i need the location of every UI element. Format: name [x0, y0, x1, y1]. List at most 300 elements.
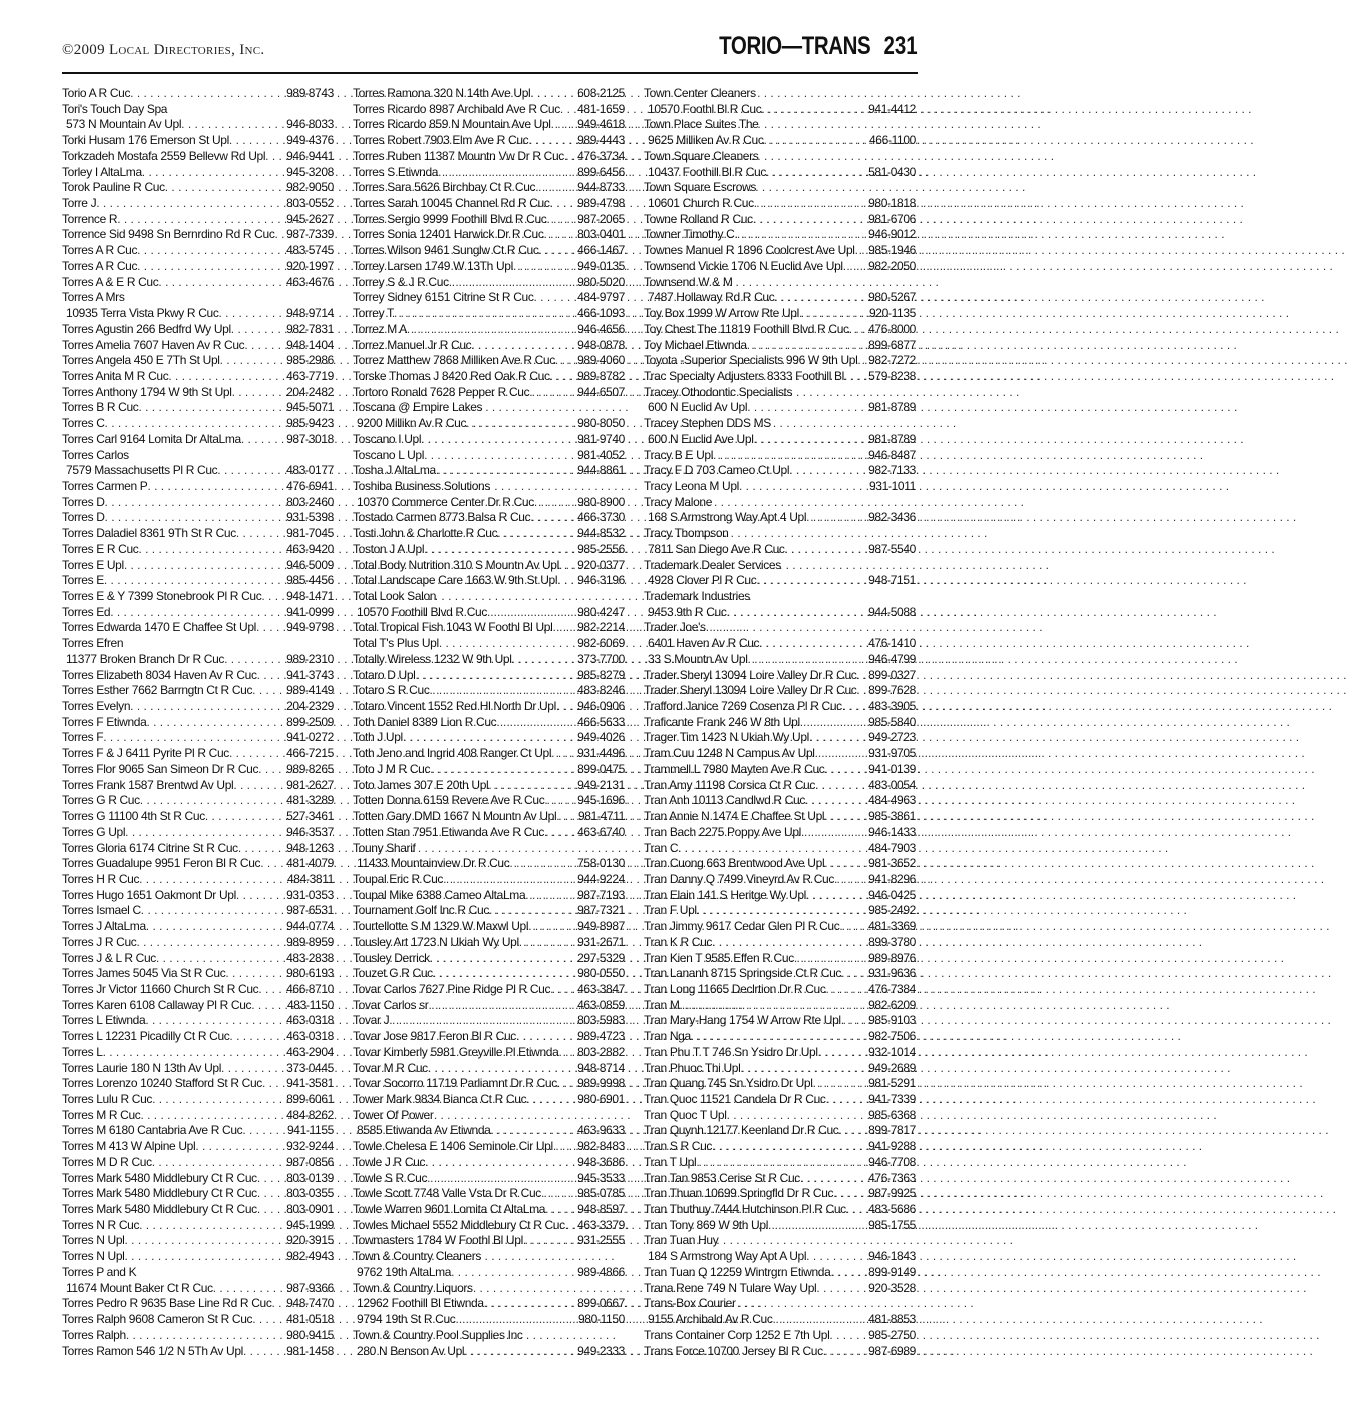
- listing-name: Torres A & E R Cuc: [62, 274, 159, 289]
- listing-name: Torres S Etiwnda: [353, 164, 439, 179]
- listing-phone: 946-7708: [868, 1154, 916, 1169]
- listing-name: Totaro S R Cuc: [353, 683, 430, 698]
- dot-leader: [425, 1155, 575, 1171]
- listing-entry: [62, 778, 334, 794]
- dot-leader: [849, 322, 866, 338]
- listing-name: Torre J: [62, 196, 97, 211]
- listing-entry: [353, 903, 625, 919]
- dot-leader: [449, 275, 575, 291]
- listing-name: Torres N R Cuc: [62, 1217, 140, 1232]
- listing-entry: [353, 1108, 625, 1124]
- dot-leader: [748, 652, 867, 668]
- listing-name: Torres N Upl: [62, 1233, 125, 1248]
- listing-phone: 481-1659: [577, 101, 625, 116]
- dot-leader: [213, 1281, 284, 1297]
- listing-phone: 483-5686: [868, 1202, 916, 1217]
- listing-name: Tovar Carlos sr: [353, 997, 429, 1012]
- listing-address-line: [644, 196, 916, 212]
- listing-phone: 931-9705: [868, 746, 916, 761]
- listing-phone: 980-1818: [868, 196, 916, 211]
- listing-name: Totten Gary DMD 1667 N Mountn Av Upl: [353, 809, 557, 824]
- listing-name: Trader Joe's: [644, 620, 706, 635]
- listing-entry: [62, 542, 334, 558]
- listing-phone: 949-4376: [286, 133, 334, 148]
- dot-leader: [519, 935, 575, 951]
- listing-name: Torres E Upl: [62, 557, 124, 572]
- dot-leader: [763, 133, 866, 149]
- listing-phone: 985-1946: [868, 243, 916, 258]
- dot-leader: [252, 683, 284, 699]
- listing-entry: [62, 1123, 334, 1139]
- listing-address-line: [353, 416, 625, 432]
- listing-name: 573 N Mountain Av Upl: [66, 117, 182, 132]
- listing-phone: 945-1696: [577, 793, 625, 808]
- dot-leader: [221, 1061, 284, 1077]
- dot-leader: [841, 966, 866, 982]
- listing-name: Total Landscape Care 1663 W 9th St Upl: [353, 573, 558, 588]
- dot-leader: [488, 778, 575, 794]
- listing-phone: 980-5020: [577, 274, 625, 289]
- listing-phone: 463-4676: [286, 274, 334, 289]
- page-range-title: TORIO—TRANS: [718, 32, 870, 60]
- dot-leader: [560, 102, 575, 118]
- listing-phone: 982-7133: [868, 463, 916, 478]
- listing-entry: [644, 683, 916, 699]
- listing-entry: [62, 385, 334, 401]
- listing-address-line: [353, 1123, 625, 1139]
- listing-name: Torres Ramon 546 1/2 N 5Th Av Upl: [62, 1343, 243, 1358]
- listing-entry: [353, 620, 625, 636]
- listing-phone: 982-9050: [286, 180, 334, 195]
- dot-leader: [487, 605, 575, 621]
- listing-name: Torkzadeh Mostafa 2559 Bellevw Rd Upl: [62, 148, 266, 163]
- listing-phone: 948-0878: [577, 337, 625, 352]
- listing-phone: 932-1014: [868, 1044, 916, 1059]
- dot-leader: [451, 1265, 575, 1281]
- listing-phone: 931-4496: [577, 746, 625, 761]
- listing-entry: [644, 416, 916, 432]
- listing-name: Torrey S & J R Cuc: [353, 274, 449, 289]
- listing-phone: 941-1155: [286, 1123, 334, 1138]
- listing-name: Tracey Othodontic Specialists: [644, 384, 793, 399]
- listing-phone: 989-9998: [577, 1076, 625, 1091]
- dot-leader: [528, 133, 575, 149]
- listing-entry: [62, 636, 334, 652]
- listing-phone: 920-1135: [868, 306, 916, 321]
- dot-leader: [523, 1233, 575, 1249]
- dot-leader: [530, 510, 575, 526]
- listing-phone: 483-2838: [286, 950, 334, 965]
- dot-leader: [238, 841, 284, 857]
- listing-entry: [353, 1249, 625, 1265]
- listing-phone: 204-2329: [286, 699, 334, 714]
- dot-leader: [257, 1171, 284, 1187]
- listing-phone: 484-7903: [868, 840, 916, 855]
- dot-leader: [826, 1092, 867, 1108]
- listing-phone: 758-0130: [577, 856, 625, 871]
- listing-phone: 949-9798: [286, 620, 334, 635]
- listing-name: Torres N Upl: [62, 1249, 125, 1264]
- listing-entry: [353, 1092, 625, 1108]
- listing-name: Town & Country Pool Supplies Inc: [353, 1327, 523, 1342]
- dot-leader: [815, 778, 866, 794]
- dot-leader: [142, 165, 284, 181]
- dot-leader: [124, 1249, 284, 1265]
- listing-name: Tran Tony 869 W 9th Upl: [644, 1217, 769, 1232]
- dot-leader: [464, 1344, 575, 1360]
- listing-entry: [353, 1076, 625, 1092]
- listing-name: Towner Timothy C: [644, 227, 735, 242]
- listing-entry: [353, 762, 625, 778]
- listing-name: Toupal Eric R Cuc: [353, 871, 444, 886]
- listing-entry: [353, 778, 625, 794]
- listing-entry: [644, 1186, 916, 1202]
- listing-entry: [353, 652, 625, 668]
- listing-phone: 946-9012: [868, 227, 916, 242]
- dot-leader: [416, 668, 576, 684]
- dot-leader: [843, 259, 866, 275]
- dot-leader: [727, 605, 867, 621]
- dot-leader: [229, 133, 284, 149]
- listing-name: Total T's Plus Upl: [353, 636, 439, 651]
- listing-entry: [62, 243, 334, 259]
- listing-phone: 463-0318: [286, 1029, 334, 1044]
- listing-phone: 948-8714: [577, 1060, 625, 1075]
- listing-name: Touzet G R Cuc: [353, 966, 433, 981]
- listing-phone: 985-2492: [868, 903, 916, 918]
- dot-leader: [679, 998, 866, 1014]
- listing-name: Torres M R Cuc: [62, 1107, 141, 1122]
- listing-address-line: [644, 542, 916, 558]
- listing-phone: 373-0445: [286, 1060, 334, 1075]
- listing-phone: 948-8597: [577, 1202, 625, 1217]
- dot-leader: [552, 620, 575, 636]
- listing-name: Torres A R Cuc: [62, 243, 138, 258]
- dot-leader: [438, 165, 575, 181]
- listing-entry: [644, 1344, 916, 1360]
- listing-entry: [644, 825, 916, 841]
- dot-leader: [526, 1092, 575, 1108]
- listing-phone: 941-3581: [286, 1076, 334, 1091]
- listing-name: Torres J R Cuc: [62, 934, 137, 949]
- listing-name: Tran M: [644, 997, 680, 1012]
- listing-phone: 481-3289: [286, 793, 334, 808]
- listing-entry: [644, 86, 916, 102]
- dot-leader: [225, 966, 284, 982]
- dot-leader: [403, 730, 575, 746]
- listing-phone: 483-1150: [286, 997, 334, 1012]
- listing-name: Torres Evelyn: [62, 699, 131, 714]
- dot-leader: [545, 1202, 575, 1218]
- listing-entry: [644, 699, 916, 715]
- listing-phone: 982-7831: [286, 321, 334, 336]
- listing-phone: 946-4656: [577, 321, 625, 336]
- listing-column-2: [353, 86, 625, 1359]
- listing-phone: 944-9224: [577, 871, 625, 886]
- listing-entry: [353, 1218, 625, 1234]
- dot-leader: [754, 196, 866, 212]
- listing-entry: [62, 1029, 334, 1045]
- dot-leader: [181, 117, 284, 133]
- listing-phone: 466-5633: [577, 714, 625, 729]
- listing-name: Torres Lorenzo 10240 Stafford St R Cuc: [62, 1076, 262, 1091]
- listing-name: Torres Mark 5480 Middlebury Ct R Cuc: [62, 1202, 257, 1217]
- listing-address-line: [353, 605, 625, 621]
- listing-entry: [62, 903, 334, 919]
- dot-leader: [140, 1108, 284, 1124]
- listing-entry: [62, 102, 334, 118]
- listing-entry: [62, 479, 334, 495]
- listing-entry: [353, 290, 625, 306]
- listing-entry: [62, 510, 334, 526]
- listing-name: Torres L 12231 Picadilly Ct R Cuc: [62, 1029, 230, 1044]
- listing-phone: 981-9740: [577, 431, 625, 446]
- listing-entry: [353, 683, 625, 699]
- listing-name: 280 N Benson Av Upl: [357, 1343, 465, 1358]
- listing-name: Torres Amelia 7607 Haven Av R Cuc: [62, 337, 245, 352]
- listing-name: Torres Robert 7903 Elm Ave R Cuc: [353, 133, 529, 148]
- dot-leader: [833, 1186, 866, 1202]
- listing-entry: [353, 196, 625, 212]
- listing-name: Tran Annie N 1474 E Chaffee St Upl: [644, 809, 825, 824]
- listing-name: Toscana @ Empire Lakes: [353, 400, 483, 415]
- listing-entry: [62, 1171, 334, 1187]
- listing-name: Torres Ruben 11387 Mountn Vw Dr R Cuc: [353, 148, 564, 163]
- dot-leader: [257, 668, 284, 684]
- listing-name: Tovar J: [353, 1013, 390, 1028]
- listing-entry: [62, 227, 334, 243]
- listing-phone: 985-4456: [286, 573, 334, 588]
- listing-address-line: [644, 1249, 916, 1265]
- listing-entry: [353, 589, 625, 605]
- listing-name: Tran Quynh 12177 Keenland Dr R Cuc: [644, 1123, 839, 1138]
- dot-leader: [103, 730, 284, 746]
- listing-entry: [353, 1029, 625, 1045]
- listing-phone: 985-9103: [868, 1013, 916, 1028]
- listing-address-line: [62, 117, 334, 133]
- dot-leader: [394, 306, 575, 322]
- listing-phone: 803-0139: [286, 1170, 334, 1185]
- dot-leader: [754, 432, 867, 448]
- dot-leader: [262, 1076, 284, 1092]
- listing-entry: [62, 338, 334, 354]
- listing-entry: [62, 825, 334, 841]
- listing-name: Torres Efren: [62, 636, 124, 651]
- listing-name: Tortoro Ronald 7628 Pepper R Cuc: [353, 384, 530, 399]
- listing-phone: 483-0054: [868, 777, 916, 792]
- dot-leader: [233, 778, 284, 794]
- listing-phone: 982-6209: [868, 997, 916, 1012]
- listing-entry: [353, 227, 625, 243]
- listing-name: Tran Danny Q 7499 Vineyrd Av R Cuc: [644, 871, 834, 886]
- listing-phone: 463-0859: [577, 997, 625, 1012]
- listing-address-line: [353, 495, 625, 511]
- listing-phone: 946-3537: [286, 824, 334, 839]
- listing-name: Torres Mark 5480 Middlebury Ct R Cuc: [62, 1170, 257, 1185]
- listing-address-line: [353, 856, 625, 872]
- listing-phone: 949-4026: [577, 730, 625, 745]
- listing-phone: 987-0856: [286, 1154, 334, 1169]
- dot-leader: [855, 243, 866, 259]
- dot-leader: [220, 353, 284, 369]
- listing-entry: [353, 432, 625, 448]
- listing-entry: [62, 762, 334, 778]
- dot-leader: [126, 1328, 284, 1344]
- dot-leader: [799, 306, 867, 322]
- dot-leader: [509, 856, 575, 872]
- dot-leader: [774, 290, 866, 306]
- listing-name: Tran Bach 2275 Poppy Ave Upl: [644, 824, 801, 839]
- listing-phone: 931-2671: [577, 934, 625, 949]
- dot-leader: [525, 888, 575, 904]
- listing-phone: 987-2065: [577, 211, 625, 226]
- listing-entry: [644, 1281, 916, 1297]
- listing-name: 11674 Mount Baker Ct R Cuc: [66, 1280, 213, 1295]
- dot-leader: [205, 809, 284, 825]
- listing-name: Toshiba Business Solutions: [353, 478, 490, 493]
- dot-leader: [224, 652, 284, 668]
- dot-leader: [800, 1171, 866, 1187]
- listing-phone: 899-0475: [577, 761, 625, 776]
- dot-leader: [856, 668, 866, 684]
- listing-entry: [644, 668, 916, 684]
- listing-name: Towle Scott 7748 Valle Vsta Dr R Cuc: [353, 1186, 541, 1201]
- listing-phone: 989-4149: [286, 683, 334, 698]
- listing-address-line: [644, 400, 916, 416]
- listing-phone: 980-6193: [286, 966, 334, 981]
- listing-entry: [644, 1171, 916, 1187]
- listing-phone: 581-0430: [868, 164, 916, 179]
- listing-entry: [62, 1328, 334, 1344]
- dot-leader: [140, 793, 284, 809]
- listing-phone: 985-8279: [577, 667, 625, 682]
- dot-leader: [136, 935, 284, 951]
- listing-phone: 463-2904: [286, 1044, 334, 1059]
- listing-entry: [644, 778, 916, 794]
- listing-phone: 981-7045: [286, 526, 334, 541]
- listing-name: Torrey Larsen 1749 W 13Th Upl: [353, 258, 513, 273]
- listing-phone: 980-6901: [577, 1092, 625, 1106]
- listing-phone: 484-4963: [868, 793, 916, 808]
- dot-leader: [117, 212, 284, 228]
- dot-leader: [105, 510, 285, 526]
- dot-leader: [138, 542, 284, 558]
- listing-entry: [62, 290, 334, 306]
- listing-phone: 985-2556: [577, 541, 625, 556]
- listing-entry: [353, 1045, 625, 1061]
- listing-name: 600 N Euclid Ave Upl: [648, 431, 754, 446]
- listing-name: Torres Ricardo 859 N Mountain Ave Upl: [353, 117, 551, 132]
- listing-entry: [644, 1296, 916, 1312]
- listing-name: Toy Chest The 11819 Foothill Blvd R Cuc: [644, 321, 849, 336]
- listing-phone: 944-8532: [577, 526, 625, 541]
- listing-address-line: [644, 605, 916, 621]
- listing-name: Torres Mark 5480 Middlebury Ct R Cuc: [62, 1186, 257, 1201]
- dot-leader: [556, 699, 575, 715]
- listing-entry: [62, 1013, 334, 1029]
- listing-phone: 803-0552: [286, 196, 334, 211]
- listing-name: Town Square Escrows: [644, 180, 757, 195]
- dot-leader: [130, 86, 284, 102]
- listing-entry: [353, 338, 625, 354]
- listing-name: Toscano L Upl: [353, 447, 425, 462]
- listing-entry: [353, 935, 625, 951]
- listing-name: Tracy Thompson: [644, 526, 729, 541]
- listing-entry: [353, 1328, 625, 1344]
- dot-leader: [96, 196, 284, 212]
- listing-name: Trana Rene 749 N Tulare Way Upl: [644, 1280, 817, 1295]
- listing-name: Torres Carl 9164 Lomita Dr AltaLma: [62, 431, 241, 446]
- dot-leader: [146, 715, 284, 731]
- listing-entry: [353, 1061, 625, 1077]
- listing-name: Tran Cuong 663 Brentwood Ave Upl: [644, 856, 825, 871]
- listing-phone: 981-5291: [868, 1076, 916, 1091]
- listing-entry: [62, 495, 334, 511]
- dot-leader: [274, 227, 284, 243]
- listing-name: Torres M 413 W Alpine Upl: [62, 1139, 196, 1154]
- listing-phone: 466-1467: [577, 243, 625, 258]
- listing-entry: [62, 573, 334, 589]
- dot-leader: [528, 919, 575, 935]
- listing-name: 168 S Armstrong Way Apt 4 Upl: [648, 510, 807, 525]
- listing-name: Torres F: [62, 730, 104, 745]
- listing-phone: 803-5983: [577, 1013, 625, 1028]
- listing-name: Torres D: [62, 510, 105, 525]
- listing-entry: [353, 841, 625, 857]
- listing-phone: 980-1150: [577, 1312, 625, 1327]
- listing-phone: 946-0425: [868, 887, 916, 902]
- dot-leader: [712, 935, 866, 951]
- listing-name: Tracy Malone: [644, 494, 713, 509]
- dot-leader: [785, 542, 866, 558]
- listing-entry: [644, 715, 916, 731]
- dot-leader: [559, 558, 575, 574]
- listing-entry: [62, 809, 334, 825]
- dot-leader: [801, 825, 866, 841]
- listing-name: Torres H R Cuc: [62, 871, 140, 886]
- listing-name: Tran F Upl: [644, 903, 697, 918]
- listing-name: Torrey Sidney 6151 Citrine St R Cuc: [353, 290, 534, 305]
- listing-phone: 989-4798: [577, 196, 625, 211]
- dot-leader: [691, 1029, 866, 1045]
- listing-phone: 989-8265: [286, 761, 334, 776]
- dot-leader: [789, 463, 866, 479]
- dot-leader: [231, 322, 284, 338]
- listing-name: Torres G R Cuc: [62, 793, 140, 808]
- listing-name: Toth Daniel 8389 Lion R Cuc: [353, 714, 497, 729]
- listing-name: Tran Elain 141 S Heritge Wy Upl: [644, 887, 807, 902]
- listing-phone: 803-2460: [286, 494, 334, 509]
- listing-entry: [353, 951, 625, 967]
- dot-leader: [856, 683, 866, 699]
- listing-phone: 899-6877: [868, 337, 916, 352]
- listing-name: Trader Sheryl 13094 Loire Valley Dr R Cuc: [644, 667, 857, 682]
- listing-name: Torres Gloria 6174 Citrine St R Cuc: [62, 840, 238, 855]
- listing-phone: 985-9423: [286, 416, 334, 431]
- listing-entry: [62, 1092, 334, 1108]
- listing-name: 10437 Foothill Bl R Cuc: [648, 164, 767, 179]
- listing-phone: 948-1263: [286, 840, 334, 855]
- listing-phone: 981-4711: [577, 809, 625, 824]
- listing-address-line: [353, 1344, 625, 1360]
- listing-phone: 463-9633: [577, 1123, 625, 1138]
- listing-name: Torres G Upl: [62, 824, 126, 839]
- listing-phone: 949-4618: [577, 117, 625, 132]
- listing-entry: [62, 966, 334, 982]
- dot-leader: [258, 982, 284, 998]
- listing-entry: [644, 526, 916, 542]
- listing-entry: [62, 1186, 334, 1202]
